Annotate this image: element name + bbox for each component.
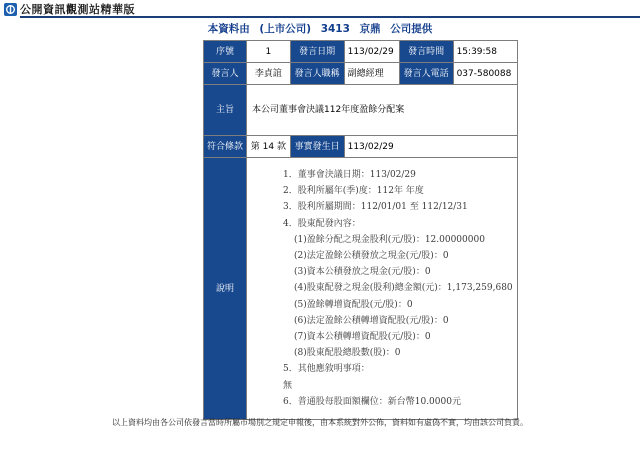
table-row bbox=[204, 158, 518, 420]
time-value: 15:39:58 bbox=[453, 41, 517, 63]
subject-value: 本公司董事會決議112年度盈餘分配案 bbox=[247, 85, 518, 136]
announcement-table bbox=[203, 40, 518, 420]
speaker-title-label: 發言人職稱 bbox=[290, 63, 344, 85]
serial-value: 1 bbox=[247, 41, 291, 63]
serial-label: 序號 bbox=[204, 41, 247, 63]
disclaimer-footer: 以上資料均由各公司依發言當時所屬市場別之規定申報後，由本系統對外公佈，資料如有虛偽不實，均由該公司負責。 bbox=[112, 418, 528, 427]
description-line: (4)股東配發之現金(股利)總金額(元)：1,173,259,680 bbox=[294, 283, 513, 294]
description-line: 5．其他應敘明事項： bbox=[283, 364, 370, 375]
description-line: (2)法定盈餘公積發放之現金(元/股)：0 bbox=[294, 250, 449, 261]
header-company-code: 3413 bbox=[320, 23, 350, 35]
table-row bbox=[204, 63, 518, 85]
description-line: (8)股東配股總股數(股)：0 bbox=[294, 348, 401, 359]
description-line: (3)資本公積發放之現金(元/股)：0 bbox=[294, 267, 431, 278]
description-line: 6．普通股每股面額欄位：新台幣10.0000元 bbox=[283, 396, 461, 407]
description-line: 2．股利所屬年(季)度：112年 年度 bbox=[283, 186, 424, 197]
description-content bbox=[247, 158, 518, 420]
date-label: 發言日期 bbox=[290, 41, 344, 63]
header-company-name: 京鼎 bbox=[359, 23, 381, 35]
description-line: (5)盈餘轉增資配股(元/股)：0 bbox=[294, 299, 413, 310]
header-prefix: 本資料由 bbox=[207, 23, 250, 35]
date-value: 113/02/29 bbox=[344, 41, 399, 63]
company-header bbox=[0, 22, 640, 36]
phone-label: 發言人電話 bbox=[399, 63, 453, 85]
description-line: 1．董事會決議日期：113/02/29 bbox=[283, 169, 416, 180]
description-label: 說明 bbox=[204, 158, 247, 420]
speaker-title-value: 副總經理 bbox=[344, 63, 399, 85]
event-date-value: 113/02/29 bbox=[344, 136, 517, 158]
header-company-type: (上市公司) bbox=[259, 23, 312, 35]
subject-label: 主旨 bbox=[204, 85, 247, 136]
phone-value: 037-580088 bbox=[453, 63, 517, 85]
speaker-label: 發言人 bbox=[204, 63, 247, 85]
description-line: 無 bbox=[283, 380, 293, 391]
description-line: 3．股利所屬期間：112/01/01 至 112/12/31 bbox=[283, 202, 468, 213]
clause-label: 符合條款 bbox=[204, 136, 247, 158]
description-line: (7)資本公積轉增資配股(元/股)：0 bbox=[294, 332, 431, 342]
site-logo-icon bbox=[4, 3, 17, 16]
event-date-label: 事實發生日 bbox=[290, 136, 344, 158]
table-row bbox=[204, 41, 518, 63]
top-bar bbox=[0, 0, 640, 22]
table-row bbox=[204, 85, 518, 136]
site-title: 公開資訊觀測站精華版 bbox=[20, 3, 135, 16]
time-label: 發言時間 bbox=[399, 41, 453, 63]
description-line: 4．股東配發內容： bbox=[283, 218, 361, 229]
table-row bbox=[204, 136, 518, 158]
clause-value: 第 14 款 bbox=[247, 136, 291, 158]
title-rule bbox=[20, 16, 640, 18]
header-suffix: 公司提供 bbox=[390, 23, 433, 35]
speaker-value: 李貞誼 bbox=[247, 63, 291, 85]
description-line: (6)法定盈餘公積轉增資配股(元/股)：0 bbox=[294, 315, 449, 326]
description-line: (1)盈餘分配之現金股利(元/股)：12.00000000 bbox=[294, 234, 485, 245]
